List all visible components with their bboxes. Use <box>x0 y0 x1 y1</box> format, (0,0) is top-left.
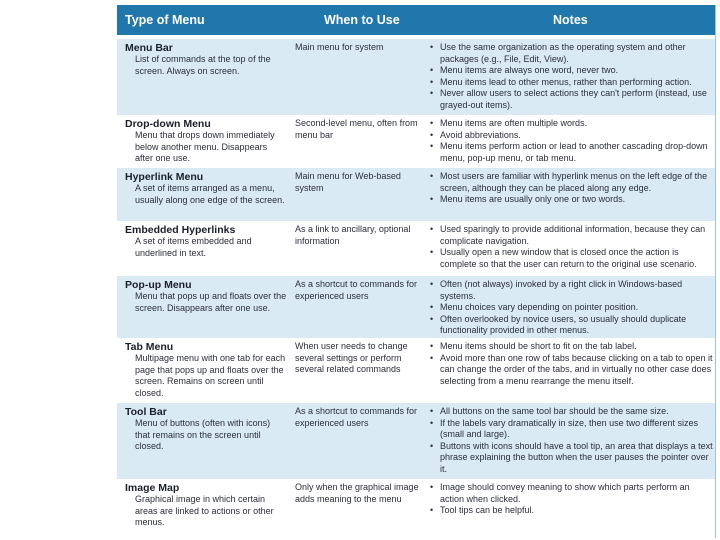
notes-cell <box>430 224 713 270</box>
when-to-use-cell: Main menu for Web-based system <box>295 171 401 193</box>
note-item: • Menu choices vary depending on pointer position. <box>430 302 713 314</box>
menu-type-name: Menu Bar <box>125 42 173 54</box>
note-item: • Buttons with icons should have a tool tip, an area that displays a text phrase explaining the button when the user pauses the pointer over it. <box>430 441 713 476</box>
note-item: • If the labels vary dramatically in size, then use two different sizes (small and large). <box>430 418 713 441</box>
table-row <box>117 115 715 168</box>
table-header <box>117 5 715 35</box>
note-item: • Avoid more than one row of tabs because clicking on a tab to open it can change the order of the tabs, and in virtually no other case does selecting from a menu rearrange the menu itself. <box>430 353 713 388</box>
header-type-of-menu: Type of Menu <box>125 13 205 27</box>
menu-type-name: Image Map <box>125 482 180 494</box>
notes-cell <box>430 341 713 387</box>
note-item: • Avoid abbreviations. <box>430 130 713 142</box>
menu-type-cell <box>125 42 287 77</box>
menu-type-description: A set of items embedded and underlined in text. <box>135 236 252 258</box>
note-item: • Used sparingly to provide additional information, because they can complicate navigation. <box>430 224 713 247</box>
table-row <box>117 338 715 403</box>
menu-type-description: Graphical image in which certain areas are linked to actions or other menus. <box>135 494 274 528</box>
menu-type-description: List of commands at the top of the screen. Always on screen. <box>135 54 271 76</box>
note-item: • Menu items should be short to fit on the tab label. <box>430 341 713 353</box>
menu-type-cell <box>125 341 287 399</box>
menu-type-cell <box>125 406 287 453</box>
note-item: • All buttons on the same tool bar should be the same size. <box>430 406 713 418</box>
menu-type-name: Tool Bar <box>125 406 167 418</box>
menu-type-description: Menu that drops down immediately below another menu. Disappears after one use. <box>135 130 275 164</box>
note-item: • Image should convey meaning to show which parts perform an action when clicked. <box>430 482 713 505</box>
note-item: • Menu items perform action or lead to another cascading drop-down menu, pop-up menu, or tab menu. <box>430 141 713 164</box>
notes-cell <box>430 118 713 164</box>
table-row <box>117 39 715 115</box>
table-row <box>117 479 715 538</box>
header-notes: Notes <box>553 13 588 27</box>
menu-type-name: Hyperlink Menu <box>125 171 204 183</box>
notes-cell <box>430 171 713 206</box>
when-to-use-cell: As a shortcut to commands for experienced users <box>295 406 418 428</box>
notes-cell <box>430 406 713 476</box>
menu-type-name: Pop-up Menu <box>125 279 192 291</box>
note-item: • Most users are familiar with hyperlink menus on the left edge of the screen, although they can be placed along any edge. <box>430 171 713 194</box>
note-item: • Menu items are often multiple words. <box>430 118 713 130</box>
note-item: • Menu items are always one word, never two. <box>430 65 713 77</box>
menu-type-cell <box>125 482 287 529</box>
table-row <box>117 221 715 276</box>
menu-type-description: Menu that pops up and floats over the screen. Disappears after one use. <box>135 291 287 313</box>
notes-cell <box>430 279 713 337</box>
note-item: • Usually open a new window that is closed once the action is complete so that the user can return to the original use scenario. <box>430 247 713 270</box>
note-item: • Use the same organization as the operating system and other packages (e.g., File, Edit, View). <box>430 42 713 65</box>
note-item: • Never allow users to select actions they can't perform (instead, use grayed-out items). <box>430 88 713 111</box>
menu-type-cell <box>125 118 287 165</box>
menu-type-description: Multipage menu with one tab for each page that pops up and floats over the screen. Remains on screen until closed. <box>135 353 286 398</box>
notes-cell <box>430 482 713 517</box>
menu-types-table <box>117 5 715 538</box>
menu-type-name: Embedded Hyperlinks <box>125 224 236 236</box>
when-to-use-cell: Second-level menu, often from menu bar <box>295 118 418 140</box>
menu-type-name: Drop-down Menu <box>125 118 211 130</box>
header-when-to-use: When to Use <box>324 13 400 27</box>
when-to-use-cell: Only when the graphical image adds meaning to the menu <box>295 482 419 504</box>
menu-type-description: A set of items arranged as a menu, usually along one edge of the screen. <box>135 183 285 205</box>
note-item: • Often (not always) invoked by a right click in Windows-based systems. <box>430 279 713 302</box>
table-row <box>117 168 715 221</box>
note-item: • Menu items are usually only one or two words. <box>430 194 713 206</box>
when-to-use-cell: Main menu for system <box>295 42 384 52</box>
table-row <box>117 403 715 479</box>
menu-type-cell <box>125 279 287 314</box>
note-item: • Tool tips can be helpful. <box>430 505 713 517</box>
when-to-use-cell: As a shortcut to commands for experienced users <box>295 279 418 301</box>
when-to-use-cell: As a link to ancillary, optional information <box>295 224 411 246</box>
note-item: • Often overlooked by novice users, so usually should duplicate functionality provided in other menus. <box>430 314 713 337</box>
menu-type-cell <box>125 224 287 259</box>
menu-type-name: Tab Menu <box>125 341 174 353</box>
menu-type-description: Menu of buttons (often with icons) that remains on the screen until closed. <box>135 418 271 452</box>
when-to-use-cell: When user needs to change several settings or perform several related commands <box>295 341 408 375</box>
note-item: • Menu items lead to other menus, rather than performing action. <box>430 77 713 89</box>
menu-type-cell <box>125 171 287 206</box>
table-row <box>117 276 715 338</box>
notes-cell <box>430 42 713 112</box>
